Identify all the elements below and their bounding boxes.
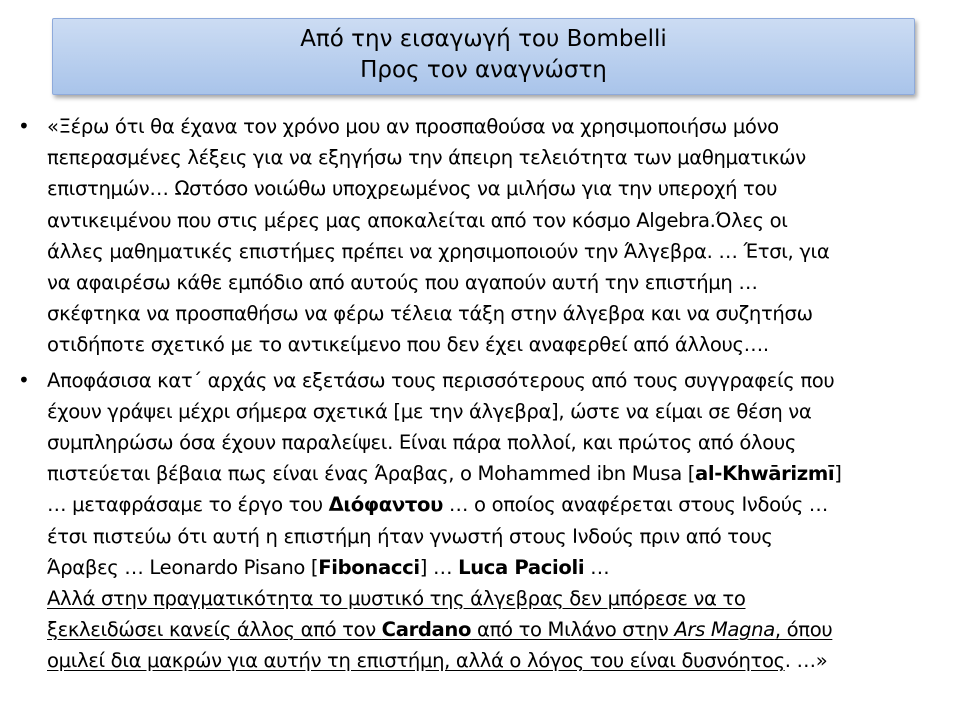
text-line: Αποφάσισα κατ΄ αρχάς να εξετάσω τους περισσότερους από τους συγγραφείς που — [47, 368, 835, 392]
text-run: … ο οποίος αναφέρεται στους Ινδούς … — [443, 493, 828, 517]
text-line — [47, 583, 953, 614]
bullet-item-1 — [18, 111, 953, 361]
text-line — [47, 458, 953, 489]
name-diophantus: Διόφαντου — [328, 493, 444, 517]
text-line: πεπερασμένες λέξεις για να εξηγήσω την άπειρη τελειότητα των μαθηματικών — [47, 146, 806, 170]
text-run: … μεταφράσαμε το έργο του — [47, 493, 329, 517]
text-line: «Ξέρω ότι θα έχανα τον χρόνο μου αν προσπαθούσα να χρησιμοποιήσω μόνο — [47, 115, 779, 138]
text-line: να αφαιρέσω κάθε εμπόδιο από αυτούς που αγαπούν αυτή την επιστήμη … — [47, 271, 758, 295]
bullet-marker: • — [18, 114, 30, 138]
text-line — [47, 489, 953, 520]
underlined-text: από το Μιλάνο στην — [471, 618, 675, 642]
book-ars-magna: Ars Magna — [674, 618, 775, 642]
text-run: Άραβες … Leonardo Pisano [ — [47, 555, 319, 579]
name-luca-pacioli: Luca Pacioli — [458, 555, 585, 579]
text-line — [47, 645, 953, 676]
text-run: … — [584, 555, 610, 579]
underlined-text: ξεκλειδώσει κανείς άλλος από τον — [47, 618, 382, 642]
bullet-paragraph-2 — [47, 365, 953, 677]
text-line: έτσι πιστεύω ότι αυτή η επιστήμη ήταν γνωστή στους Ινδούς πριν από τους — [47, 524, 773, 548]
underlined-text: ομιλεί δια μακρών για αυτήν τη επιστήμη, αλλά ο λόγος του είναι δυσνόητος — [47, 649, 785, 673]
text-line — [47, 614, 953, 645]
text-line: επιστημών… Ωστόσο νοιώθω υποχρεωμένος να μιλήσω για την υπεροχή του — [47, 177, 778, 201]
text-line: οτιδήποτε σχετικό με το αντικείμενο που δεν έχει αναφερθεί από άλλους…. — [47, 333, 769, 357]
text-line — [47, 552, 953, 583]
text-line: σκέφτηκα να προσπαθήσω να φέρω τέλεια τάξη στην άλγεβρα και να συζητήσω — [47, 302, 813, 326]
bullet-marker: • — [18, 367, 30, 392]
slide-title-line-1: Από την εισαγωγή του Bombelli — [300, 26, 667, 52]
slide-content — [18, 111, 953, 677]
name-cardano: Cardano — [381, 618, 472, 642]
text-run: . …» — [784, 649, 828, 673]
text-line: έχουν γράψει μέχρι σήμερα σχετικά [με την άλγεβρα], ώστε να είμαι σε θέση να — [47, 399, 812, 423]
underlined-text: Αλλά στην πραγματικότητα το μυστικό της άλγεβρας δεν μπόρεσε να το — [47, 587, 746, 611]
text-line: συμπληρώσω όσα έχουν παραλείψει. Είναι πάρα πολλοί, και πρώτος από όλους — [47, 431, 797, 455]
text-run: πιστεύεται βέβαια πως είναι ένας Άραβας, ο Mohammed ibn Musa [ — [47, 462, 696, 486]
text-run: ] — [834, 462, 842, 486]
underlined-text: , όπου — [774, 618, 833, 642]
name-al-khwarizmi: al-Khwārizmī — [695, 462, 835, 486]
bullet-paragraph-1 — [47, 111, 953, 361]
bullet-item-2 — [18, 365, 953, 677]
text-run: ] … — [419, 555, 459, 579]
name-fibonacci: Fibonacci — [318, 555, 420, 579]
slide-title-box — [52, 18, 915, 95]
text-line: άλλες μαθηματικές επιστήμες πρέπει να χρησιμοποιούν την Άλγεβρα. … Έτσι, για — [47, 239, 830, 263]
text-line: αντικειμένου που στις μέρες μας αποκαλείται από τον κόσμο Algebra.Όλες οι — [47, 208, 788, 232]
slide-title-line-2: Προς τον αναγνώστη — [360, 57, 607, 83]
